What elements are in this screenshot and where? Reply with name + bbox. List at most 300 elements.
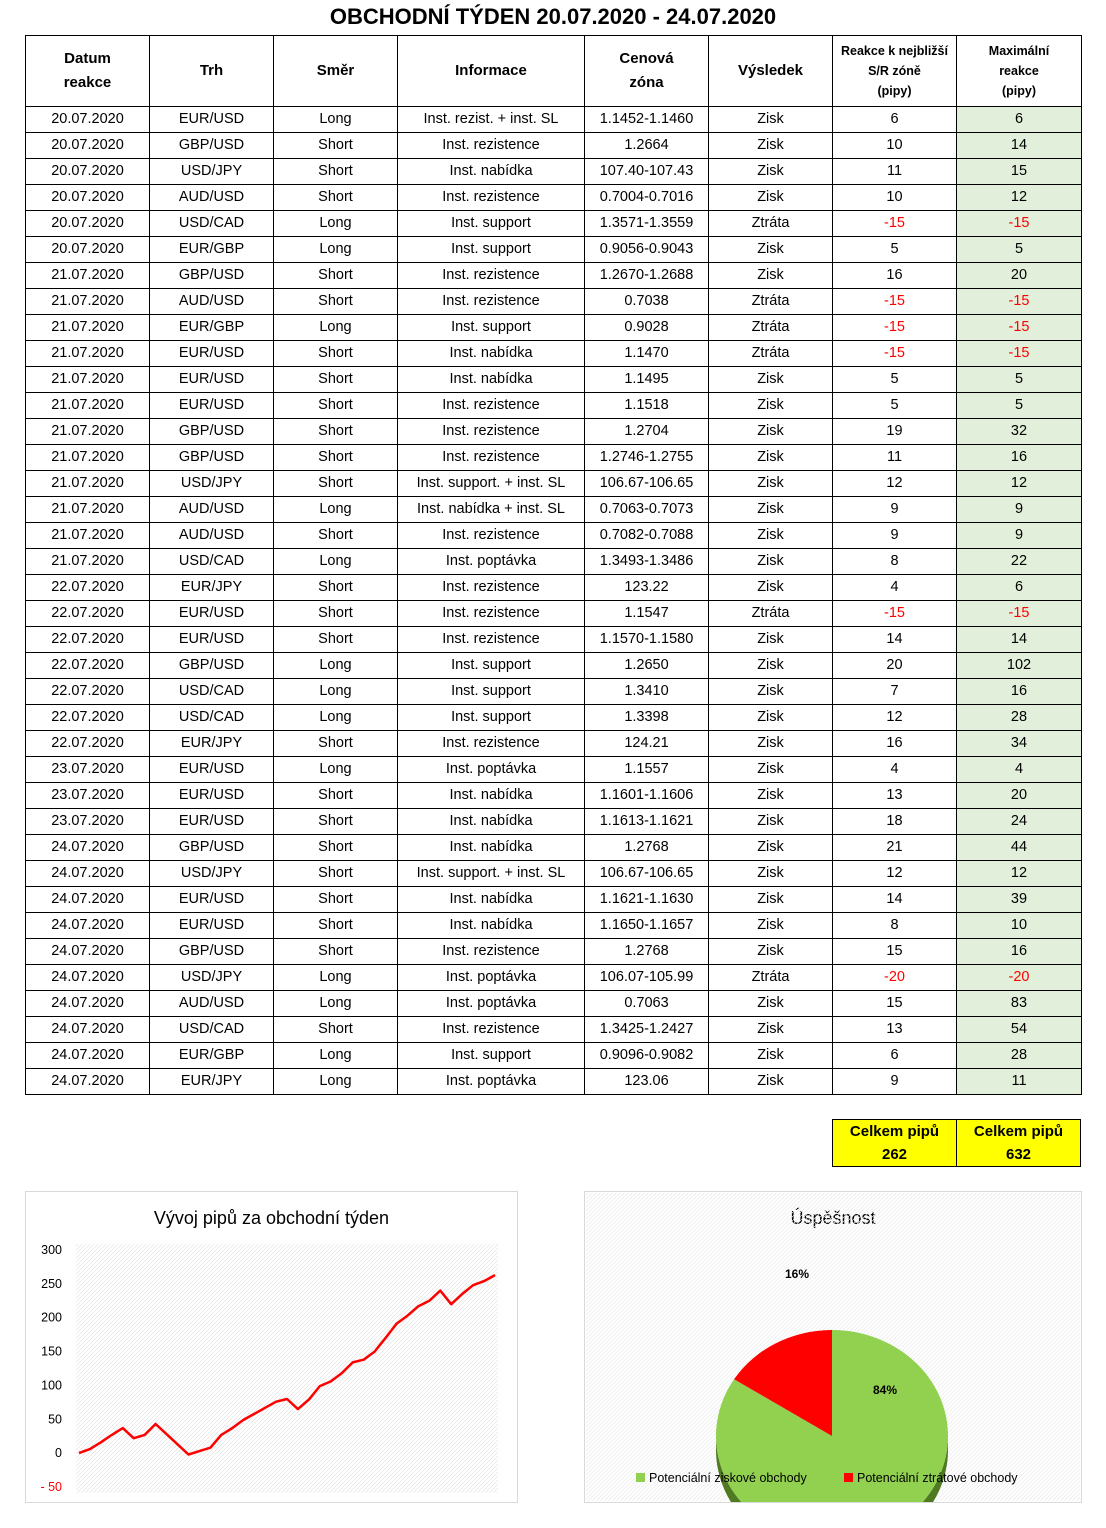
- cell-market: AUD/USD: [150, 523, 274, 549]
- cell-result: Zisk: [709, 237, 833, 263]
- cell-info: Inst. rezistence: [398, 575, 585, 601]
- cell-reaction: -15: [833, 289, 957, 315]
- cell-info: Inst. support: [398, 211, 585, 237]
- cell-info: Inst. support: [398, 653, 585, 679]
- cell-info: Inst. rezistence: [398, 133, 585, 159]
- header-date: Datum reakce: [26, 36, 150, 107]
- table-row: [26, 237, 1082, 263]
- y-tick-label: 50: [48, 1412, 62, 1427]
- header-direction: Směr: [274, 36, 398, 107]
- cell-date: 22.07.2020: [26, 705, 150, 731]
- cell-result: Zisk: [709, 809, 833, 835]
- cell-info: Inst. poptávka: [398, 757, 585, 783]
- cell-result: Ztráta: [709, 211, 833, 237]
- cell-result: Zisk: [709, 913, 833, 939]
- table-row: [26, 263, 1082, 289]
- cell-direction: Long: [274, 757, 398, 783]
- cell-zone: 0.9028: [585, 315, 709, 341]
- cell-reaction: 15: [833, 939, 957, 965]
- cell-market: USD/CAD: [150, 705, 274, 731]
- cell-reaction: 4: [833, 757, 957, 783]
- cell-reaction: 4: [833, 575, 957, 601]
- cell-reaction: 9: [833, 1069, 957, 1095]
- cell-result: Zisk: [709, 1043, 833, 1069]
- cell-result: Zisk: [709, 939, 833, 965]
- cell-zone: 0.9056-0.9043: [585, 237, 709, 263]
- cell-market: USD/CAD: [150, 679, 274, 705]
- cell-info: Inst. rezist. + inst. SL: [398, 107, 585, 133]
- cell-direction: Short: [274, 1017, 398, 1043]
- cell-result: Ztráta: [709, 341, 833, 367]
- table-row: [26, 653, 1082, 679]
- cell-reaction: 11: [833, 445, 957, 471]
- cell-zone: 1.1547: [585, 601, 709, 627]
- table-row: [26, 835, 1082, 861]
- cell-zone: 1.2704: [585, 419, 709, 445]
- cell-date: 20.07.2020: [26, 185, 150, 211]
- cell-market: GBP/USD: [150, 419, 274, 445]
- cell-zone: 1.2768: [585, 835, 709, 861]
- cell-market: USD/JPY: [150, 965, 274, 991]
- cell-date: 20.07.2020: [26, 159, 150, 185]
- cell-market: EUR/USD: [150, 601, 274, 627]
- table-row: [26, 471, 1082, 497]
- cell-date: 24.07.2020: [26, 1069, 150, 1095]
- table-row: [26, 315, 1082, 341]
- cell-market: USD/CAD: [150, 211, 274, 237]
- table-row: [26, 1017, 1082, 1043]
- cell-max-reaction: 16: [957, 445, 1082, 471]
- cell-max-reaction: 4: [957, 757, 1082, 783]
- cell-info: Inst. rezistence: [398, 185, 585, 211]
- cell-market: GBP/USD: [150, 939, 274, 965]
- y-tick-label: 0: [55, 1446, 62, 1461]
- cell-max-reaction: 10: [957, 913, 1082, 939]
- cell-max-reaction: 12: [957, 185, 1082, 211]
- cell-result: Ztráta: [709, 965, 833, 991]
- cell-date: 24.07.2020: [26, 887, 150, 913]
- trades-table: [25, 35, 1082, 1095]
- y-tick-label: 300: [41, 1243, 62, 1257]
- cell-direction: Short: [274, 445, 398, 471]
- cell-zone: 1.1601-1.1606: [585, 783, 709, 809]
- cell-zone: 106.67-106.65: [585, 861, 709, 887]
- cell-zone: 106.07-105.99: [585, 965, 709, 991]
- cell-zone: 1.1518: [585, 393, 709, 419]
- cell-date: 24.07.2020: [26, 991, 150, 1017]
- cell-market: EUR/JPY: [150, 731, 274, 757]
- cell-max-reaction: 5: [957, 367, 1082, 393]
- cell-info: Inst. rezistence: [398, 445, 585, 471]
- cell-date: 22.07.2020: [26, 601, 150, 627]
- cell-date: 21.07.2020: [26, 497, 150, 523]
- cell-reaction: 12: [833, 705, 957, 731]
- cell-info: Inst. poptávka: [398, 549, 585, 575]
- cell-zone: 0.7038: [585, 289, 709, 315]
- cell-market: EUR/USD: [150, 757, 274, 783]
- cell-direction: Short: [274, 289, 398, 315]
- cell-info: Inst. support: [398, 1043, 585, 1069]
- cell-market: EUR/USD: [150, 341, 274, 367]
- cell-direction: Long: [274, 315, 398, 341]
- cell-result: Zisk: [709, 861, 833, 887]
- cell-date: 21.07.2020: [26, 523, 150, 549]
- table-row: [26, 627, 1082, 653]
- y-tick-label: 250: [41, 1276, 62, 1291]
- cell-direction: Short: [274, 887, 398, 913]
- table-row: [26, 783, 1082, 809]
- cell-zone: 0.7063-0.7073: [585, 497, 709, 523]
- table-row: [26, 445, 1082, 471]
- cell-reaction: -20: [833, 965, 957, 991]
- header-zone: Cenová zóna: [585, 36, 709, 107]
- cell-market: GBP/USD: [150, 445, 274, 471]
- cell-result: Zisk: [709, 731, 833, 757]
- cell-direction: Short: [274, 471, 398, 497]
- cell-max-reaction: -15: [957, 601, 1082, 627]
- cell-market: USD/CAD: [150, 549, 274, 575]
- cell-market: EUR/USD: [150, 393, 274, 419]
- cell-zone: 0.7082-0.7088: [585, 523, 709, 549]
- cell-zone: 1.1495: [585, 367, 709, 393]
- cell-info: Inst. rezistence: [398, 523, 585, 549]
- cell-reaction: 20: [833, 653, 957, 679]
- cell-max-reaction: 16: [957, 679, 1082, 705]
- cell-max-reaction: 44: [957, 835, 1082, 861]
- page-title: OBCHODNÍ TÝDEN 20.07.2020 - 24.07.2020: [329, 4, 777, 29]
- table-row: [26, 185, 1082, 211]
- cell-info: Inst. rezistence: [398, 601, 585, 627]
- cell-zone: 0.9096-0.9082: [585, 1043, 709, 1069]
- cell-reaction: 12: [833, 861, 957, 887]
- cell-result: Zisk: [709, 263, 833, 289]
- cell-direction: Short: [274, 601, 398, 627]
- table-header-row: [26, 36, 1082, 107]
- cell-zone: 1.1650-1.1657: [585, 913, 709, 939]
- pie-label-loss: 16%: [784, 1267, 810, 1281]
- cell-result: Zisk: [709, 575, 833, 601]
- cell-zone: 1.3410: [585, 679, 709, 705]
- table-row: [26, 939, 1082, 965]
- cell-zone: 1.1613-1.1621: [585, 809, 709, 835]
- cell-date: 21.07.2020: [26, 393, 150, 419]
- cell-max-reaction: 34: [957, 731, 1082, 757]
- cell-info: Inst. nabídka: [398, 887, 585, 913]
- cell-date: 21.07.2020: [26, 263, 150, 289]
- cell-date: 24.07.2020: [26, 835, 150, 861]
- cell-direction: Long: [274, 1043, 398, 1069]
- cell-max-reaction: 32: [957, 419, 1082, 445]
- table-row: [26, 705, 1082, 731]
- cell-direction: Long: [274, 497, 398, 523]
- cell-direction: Short: [274, 419, 398, 445]
- cell-market: EUR/GBP: [150, 237, 274, 263]
- cell-date: 20.07.2020: [26, 133, 150, 159]
- cell-date: 23.07.2020: [26, 809, 150, 835]
- cell-date: 21.07.2020: [26, 315, 150, 341]
- header-result: Výsledek: [709, 36, 833, 107]
- cell-reaction: 11: [833, 159, 957, 185]
- cell-market: AUD/USD: [150, 185, 274, 211]
- cell-result: Zisk: [709, 549, 833, 575]
- cell-reaction: 13: [833, 1017, 957, 1043]
- cell-max-reaction: 24: [957, 809, 1082, 835]
- cell-info: Inst. nabídka + inst. SL: [398, 497, 585, 523]
- cell-date: 21.07.2020: [26, 367, 150, 393]
- y-tick-label: 200: [41, 1310, 62, 1325]
- line-chart-plot: [26, 1192, 517, 1502]
- cell-max-reaction: 11: [957, 1069, 1082, 1095]
- table-row: [26, 393, 1082, 419]
- cell-direction: Long: [274, 991, 398, 1017]
- cell-market: AUD/USD: [150, 497, 274, 523]
- cell-market: EUR/USD: [150, 887, 274, 913]
- cell-date: 22.07.2020: [26, 679, 150, 705]
- cell-date: 22.07.2020: [26, 627, 150, 653]
- cell-direction: Short: [274, 809, 398, 835]
- cell-reaction: 21: [833, 835, 957, 861]
- cell-market: GBP/USD: [150, 653, 274, 679]
- cell-reaction: 12: [833, 471, 957, 497]
- cell-info: Inst. support. + inst. SL: [398, 861, 585, 887]
- cell-result: Zisk: [709, 887, 833, 913]
- cell-max-reaction: 9: [957, 523, 1082, 549]
- cell-reaction: 6: [833, 107, 957, 133]
- cell-reaction: 5: [833, 393, 957, 419]
- cell-max-reaction: 12: [957, 471, 1082, 497]
- table-row: [26, 861, 1082, 887]
- cell-result: Zisk: [709, 133, 833, 159]
- cell-result: Zisk: [709, 445, 833, 471]
- cell-info: Inst. nabídka: [398, 159, 585, 185]
- cell-info: Inst. rezistence: [398, 939, 585, 965]
- cell-market: EUR/USD: [150, 783, 274, 809]
- cell-reaction: -15: [833, 341, 957, 367]
- y-tick-label: - 50: [40, 1480, 62, 1494]
- cell-direction: Short: [274, 341, 398, 367]
- cell-direction: Short: [274, 575, 398, 601]
- cell-zone: 1.2664: [585, 133, 709, 159]
- cell-date: 20.07.2020: [26, 211, 150, 237]
- cell-result: Zisk: [709, 107, 833, 133]
- cell-market: EUR/JPY: [150, 1069, 274, 1095]
- cell-date: 22.07.2020: [26, 653, 150, 679]
- cell-direction: Short: [274, 731, 398, 757]
- cell-info: Inst. nabídka: [398, 783, 585, 809]
- cell-result: Zisk: [709, 757, 833, 783]
- cell-result: Zisk: [709, 1069, 833, 1095]
- cell-reaction: 15: [833, 991, 957, 1017]
- cell-max-reaction: 54: [957, 1017, 1082, 1043]
- table-row: [26, 965, 1082, 991]
- cell-info: Inst. rezistence: [398, 263, 585, 289]
- totals-table: [832, 1119, 1081, 1167]
- cell-date: 23.07.2020: [26, 783, 150, 809]
- cell-zone: 106.67-106.65: [585, 471, 709, 497]
- table-row: [26, 159, 1082, 185]
- cell-direction: Short: [274, 627, 398, 653]
- cell-result: Zisk: [709, 497, 833, 523]
- cell-reaction: 9: [833, 523, 957, 549]
- table-row: [26, 809, 1082, 835]
- cell-direction: Long: [274, 1069, 398, 1095]
- line-chart-title: Vývoj pipů za obchodní týden: [153, 1208, 390, 1228]
- cell-market: USD/CAD: [150, 1017, 274, 1043]
- cell-reaction: 14: [833, 627, 957, 653]
- cell-market: AUD/USD: [150, 289, 274, 315]
- cell-direction: Short: [274, 939, 398, 965]
- cell-reaction: 10: [833, 185, 957, 211]
- cell-market: EUR/USD: [150, 627, 274, 653]
- cell-date: 22.07.2020: [26, 575, 150, 601]
- cell-result: Zisk: [709, 991, 833, 1017]
- cell-reaction: -15: [833, 211, 957, 237]
- cell-result: Zisk: [709, 627, 833, 653]
- cell-market: AUD/USD: [150, 991, 274, 1017]
- cell-zone: 1.1570-1.1580: [585, 627, 709, 653]
- cell-zone: 1.1470: [585, 341, 709, 367]
- cell-max-reaction: 39: [957, 887, 1082, 913]
- cell-reaction: 18: [833, 809, 957, 835]
- cell-date: 24.07.2020: [26, 939, 150, 965]
- cell-info: Inst. nabídka: [398, 913, 585, 939]
- cell-date: 22.07.2020: [26, 731, 150, 757]
- y-tick-label: 100: [41, 1378, 62, 1393]
- cell-date: 21.07.2020: [26, 419, 150, 445]
- cell-result: Zisk: [709, 419, 833, 445]
- cell-direction: Short: [274, 835, 398, 861]
- cell-result: Zisk: [709, 679, 833, 705]
- table-row: [26, 913, 1082, 939]
- cell-market: USD/JPY: [150, 861, 274, 887]
- cell-direction: Short: [274, 523, 398, 549]
- table-row: [26, 419, 1082, 445]
- table-row: [26, 549, 1082, 575]
- cell-info: Inst. rezistence: [398, 289, 585, 315]
- cell-date: 24.07.2020: [26, 861, 150, 887]
- header-market: Trh: [150, 36, 274, 107]
- cell-result: Zisk: [709, 471, 833, 497]
- cell-max-reaction: 83: [957, 991, 1082, 1017]
- cell-info: Inst. rezistence: [398, 419, 585, 445]
- cell-zone: 1.1621-1.1630: [585, 887, 709, 913]
- table-row: [26, 991, 1082, 1017]
- cell-direction: Short: [274, 159, 398, 185]
- cell-max-reaction: -20: [957, 965, 1082, 991]
- cell-direction: Long: [274, 211, 398, 237]
- cell-direction: Short: [274, 263, 398, 289]
- table-row: [26, 289, 1082, 315]
- cell-date: 20.07.2020: [26, 107, 150, 133]
- cell-max-reaction: 6: [957, 575, 1082, 601]
- cell-reaction: 16: [833, 263, 957, 289]
- table-row: [26, 679, 1082, 705]
- cell-result: Zisk: [709, 783, 833, 809]
- header-max-reaction: Maximální reakce (pipy): [957, 36, 1082, 107]
- cell-result: Ztráta: [709, 289, 833, 315]
- cell-market: USD/JPY: [150, 471, 274, 497]
- cell-info: Inst. support: [398, 237, 585, 263]
- cell-info: Inst. rezistence: [398, 393, 585, 419]
- cell-max-reaction: 28: [957, 705, 1082, 731]
- line-chart: [25, 1191, 518, 1503]
- cell-zone: 1.2746-1.2755: [585, 445, 709, 471]
- cell-result: Zisk: [709, 367, 833, 393]
- cell-zone: 107.40-107.43: [585, 159, 709, 185]
- cell-info: Inst. rezistence: [398, 1017, 585, 1043]
- cell-max-reaction: 9: [957, 497, 1082, 523]
- cell-info: Inst. nabídka: [398, 341, 585, 367]
- cell-info: Inst. rezistence: [398, 731, 585, 757]
- cell-zone: 124.21: [585, 731, 709, 757]
- cell-market: EUR/USD: [150, 809, 274, 835]
- cell-reaction: 13: [833, 783, 957, 809]
- cell-date: 21.07.2020: [26, 549, 150, 575]
- cell-max-reaction: -15: [957, 211, 1082, 237]
- header-info: Informace: [398, 36, 585, 107]
- cell-date: 20.07.2020: [26, 237, 150, 263]
- cell-info: Inst. support: [398, 679, 585, 705]
- cell-date: 24.07.2020: [26, 913, 150, 939]
- cell-reaction: 5: [833, 237, 957, 263]
- cell-info: Inst. nabídka: [398, 835, 585, 861]
- cell-direction: Short: [274, 861, 398, 887]
- table-row: [26, 1069, 1082, 1095]
- cell-date: 24.07.2020: [26, 965, 150, 991]
- cell-zone: 0.7004-0.7016: [585, 185, 709, 211]
- cell-max-reaction: 22: [957, 549, 1082, 575]
- cell-direction: Long: [274, 965, 398, 991]
- table-row: [26, 107, 1082, 133]
- cell-reaction: 8: [833, 913, 957, 939]
- cell-reaction: 16: [833, 731, 957, 757]
- cell-result: Zisk: [709, 653, 833, 679]
- table-row: [26, 731, 1082, 757]
- cell-info: Inst. poptávka: [398, 1069, 585, 1095]
- cell-date: 21.07.2020: [26, 471, 150, 497]
- cell-max-reaction: 28: [957, 1043, 1082, 1069]
- table-row: [26, 367, 1082, 393]
- cell-reaction: 14: [833, 887, 957, 913]
- table-row: [26, 341, 1082, 367]
- table-row: [26, 211, 1082, 237]
- pie-chart: [584, 1191, 1082, 1503]
- cell-max-reaction: 20: [957, 263, 1082, 289]
- cell-max-reaction: 5: [957, 393, 1082, 419]
- cell-direction: Long: [274, 705, 398, 731]
- cell-direction: Long: [274, 679, 398, 705]
- cell-reaction: 6: [833, 1043, 957, 1069]
- cell-max-reaction: 20: [957, 783, 1082, 809]
- cell-reaction: 9: [833, 497, 957, 523]
- legend-loss-label: Potenciální ztrátové obchody: [857, 1471, 1018, 1485]
- cell-info: Inst. rezistence: [398, 627, 585, 653]
- cell-market: EUR/USD: [150, 107, 274, 133]
- total-max-reaction: Celkem pipů 632: [957, 1120, 1081, 1167]
- y-tick-label: 150: [41, 1344, 62, 1359]
- cell-info: Inst. support. + inst. SL: [398, 471, 585, 497]
- table-row: [26, 497, 1082, 523]
- cell-direction: Short: [274, 367, 398, 393]
- cell-market: EUR/USD: [150, 367, 274, 393]
- pie-label-profit: 84%: [872, 1383, 898, 1397]
- cell-reaction: 5: [833, 367, 957, 393]
- cell-zone: 1.3571-1.3559: [585, 211, 709, 237]
- cell-result: Zisk: [709, 159, 833, 185]
- cell-reaction: 19: [833, 419, 957, 445]
- cell-reaction: 8: [833, 549, 957, 575]
- cell-date: 21.07.2020: [26, 289, 150, 315]
